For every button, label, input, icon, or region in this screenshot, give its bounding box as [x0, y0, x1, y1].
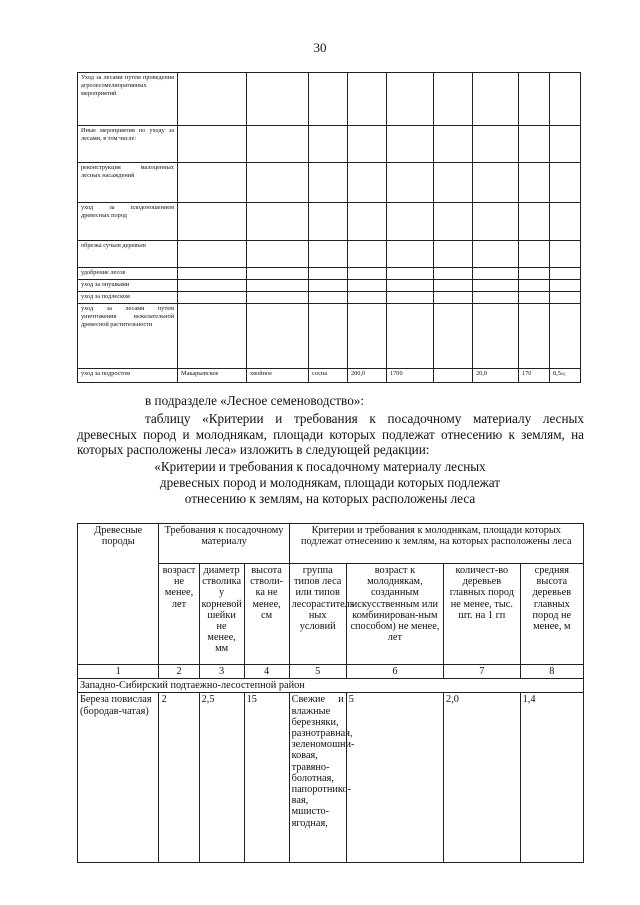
table-title-line2: древесных пород и молоднякам, площади которых подлежат — [159, 475, 501, 490]
table-cell — [473, 268, 519, 280]
table-cell — [387, 292, 434, 304]
table-cell — [348, 126, 387, 163]
table-cell — [550, 73, 581, 126]
table-cell — [434, 203, 473, 241]
table-cell — [473, 280, 519, 292]
table-cell — [434, 292, 473, 304]
criteria-table — [77, 523, 584, 863]
table-cell — [348, 163, 387, 203]
row-label: Иные мероприятия по уходу за лесами, в том числе: — [78, 126, 178, 163]
table-cell — [178, 268, 247, 280]
table-cell — [348, 241, 387, 268]
table-cell — [247, 304, 309, 369]
table-cell: 20,0 — [473, 369, 519, 383]
row-label: уход за лесами путем уничтожения нежелательной древесной растительности — [78, 304, 178, 369]
table-cell: хвойное — [247, 369, 309, 383]
table-cell — [247, 73, 309, 126]
table-cell — [247, 292, 309, 304]
table-cell: 2,5 — [199, 693, 244, 863]
table-cell — [473, 73, 519, 126]
table-row — [78, 292, 581, 304]
table-cell — [178, 304, 247, 369]
table-cell — [473, 241, 519, 268]
table-cell — [387, 280, 434, 292]
table-cell — [473, 126, 519, 163]
table-cell — [178, 73, 247, 126]
forest-care-table — [77, 72, 581, 383]
table-cell — [519, 268, 550, 280]
region-row: Западно-Сибирский подтаежно-лесостепной район — [78, 679, 584, 693]
table-cell — [348, 203, 387, 241]
table-title-line3: отнесению к землям, на которых расположены леса — [184, 491, 476, 506]
table-cell: 2 — [159, 693, 199, 863]
table-cell — [519, 292, 550, 304]
table-row — [78, 280, 581, 292]
table-cell: 5 — [346, 693, 443, 863]
table-cell — [434, 241, 473, 268]
table-cell: 8,5»; — [550, 369, 581, 383]
table-cell — [550, 280, 581, 292]
table-cell — [348, 280, 387, 292]
table-cell — [348, 268, 387, 280]
table-cell — [247, 241, 309, 268]
table-cell — [473, 292, 519, 304]
table-cell: 170 — [519, 369, 550, 383]
table-cell — [387, 268, 434, 280]
table-cell — [550, 163, 581, 203]
table-cell — [178, 203, 247, 241]
table-cell — [434, 280, 473, 292]
table-cell — [550, 126, 581, 163]
row-label: удобрение лесов — [78, 268, 178, 280]
column-number: 8 — [520, 665, 583, 679]
subheader: возраст к молоднякам, созданным искусственным или комбинирован-ным способом) не менее, лет — [346, 564, 443, 665]
column-number: 1 — [78, 665, 159, 679]
table-row — [78, 241, 581, 268]
page-number: 30 — [313, 40, 327, 55]
table-cell — [247, 203, 309, 241]
subheader: высота стволи-ка не менее, см — [244, 564, 289, 665]
table-cell — [434, 126, 473, 163]
table-cell — [387, 203, 434, 241]
table-cell — [434, 369, 473, 383]
table-cell — [309, 280, 348, 292]
column-numbers-row — [78, 665, 584, 679]
table-cell — [434, 268, 473, 280]
table-cell — [519, 203, 550, 241]
table-cell — [348, 73, 387, 126]
table-cell — [178, 163, 247, 203]
table-cell — [387, 304, 434, 369]
table-cell: 2,0 — [444, 693, 521, 863]
table-cell — [519, 304, 550, 369]
table-cell: Береза повислая (бородав-чатая) — [78, 693, 159, 863]
table-cell — [309, 241, 348, 268]
row-label: обрезка сучьев деревьев — [78, 241, 178, 268]
table-cell — [178, 280, 247, 292]
table-cell — [178, 292, 247, 304]
table-cell — [348, 292, 387, 304]
table-cell: 1,4 — [520, 693, 583, 863]
table-cell — [387, 126, 434, 163]
table-cell: Макарьевское — [178, 369, 247, 383]
table-cell: 15 — [244, 693, 289, 863]
table-cell — [473, 304, 519, 369]
table-cell — [309, 126, 348, 163]
paragraph-instruction: таблицу «Критерии и требования к посадочному материалу лесных древесных пород и молоднякам, площади которых подлежат отнесению к землям, на которых расположены леса» изложить в следующей редакции: — [77, 411, 584, 457]
table-cell — [309, 304, 348, 369]
header-planting-material: Требования к посадочному материалу — [159, 524, 289, 564]
table-cell: Свежие и влажные березняки, разнотравная, зеленомошни-ковая, травяно-болотная, папоротнико-вая, мшисто-ягодная, — [289, 693, 346, 863]
table-cell — [519, 280, 550, 292]
column-number: 5 — [289, 665, 346, 679]
table-cell — [247, 268, 309, 280]
paragraph-subsection: в подразделе «Лесное семеноводство»: — [145, 393, 365, 408]
table-cell — [519, 73, 550, 126]
table-row — [78, 693, 584, 863]
row-label: уход за опушками — [78, 280, 178, 292]
table-row — [78, 268, 581, 280]
column-number: 2 — [159, 665, 199, 679]
table-cell — [178, 126, 247, 163]
table-cell — [309, 163, 348, 203]
table-cell: 200,0 — [348, 369, 387, 383]
table-cell — [434, 163, 473, 203]
table-cell — [434, 304, 473, 369]
table-cell — [519, 241, 550, 268]
header-species: Древесные породы — [78, 524, 159, 665]
table-title-line1: «Критерии и требования к посадочному материалу лесных — [154, 459, 486, 474]
table-cell — [387, 241, 434, 268]
table-cell — [178, 241, 247, 268]
subheader: количест-во деревьев главных пород не менее, тыс. шт. на 1 гп — [444, 564, 521, 665]
table-cell — [309, 73, 348, 126]
subheader: группа типов леса или типов лесораститель ных условий — [289, 564, 346, 665]
row-label: Уход за лесами путем проведения агролесомелиоративных мероприятий — [78, 73, 178, 126]
table-cell — [247, 163, 309, 203]
table-row — [78, 73, 581, 126]
column-number: 3 — [199, 665, 244, 679]
table-cell — [247, 280, 309, 292]
table-cell — [247, 126, 309, 163]
table-cell: сосна — [309, 369, 348, 383]
header-young-stands: Критерии и требования к молоднякам, площади которых подлежат отнесению к землям, на которых расположены леса — [289, 524, 583, 564]
column-number: 7 — [444, 665, 521, 679]
table-cell — [550, 268, 581, 280]
subheader: возраст не менее, лет — [159, 564, 199, 665]
row-label: реконструкция малоценных лесных насаждений — [78, 163, 178, 203]
table-row — [78, 126, 581, 163]
table-cell — [309, 268, 348, 280]
table-cell — [550, 304, 581, 369]
column-number: 4 — [244, 665, 289, 679]
table-cell — [309, 292, 348, 304]
row-label: уход за подростом — [78, 369, 178, 383]
table-cell — [387, 73, 434, 126]
table-cell — [434, 73, 473, 126]
table-cell — [519, 126, 550, 163]
table-cell: 1700 — [387, 369, 434, 383]
table-row — [78, 304, 581, 369]
table-row — [78, 203, 581, 241]
table-row — [78, 369, 581, 383]
table-cell — [309, 203, 348, 241]
subheader: средняя высота деревьев главных пород не менее, м — [520, 564, 583, 665]
table-cell — [348, 304, 387, 369]
table-row — [78, 163, 581, 203]
table-cell — [519, 163, 550, 203]
row-label: уход за подлеском — [78, 292, 178, 304]
table-cell — [473, 163, 519, 203]
table-cell — [550, 203, 581, 241]
column-number: 6 — [346, 665, 443, 679]
row-label: уход за плодоношением древесных пород — [78, 203, 178, 241]
table-cell — [550, 292, 581, 304]
table-cell — [387, 163, 434, 203]
table-cell — [473, 203, 519, 241]
subheader: диаметр стволика у корневой шейки не менее, мм — [199, 564, 244, 665]
table-cell — [550, 241, 581, 268]
